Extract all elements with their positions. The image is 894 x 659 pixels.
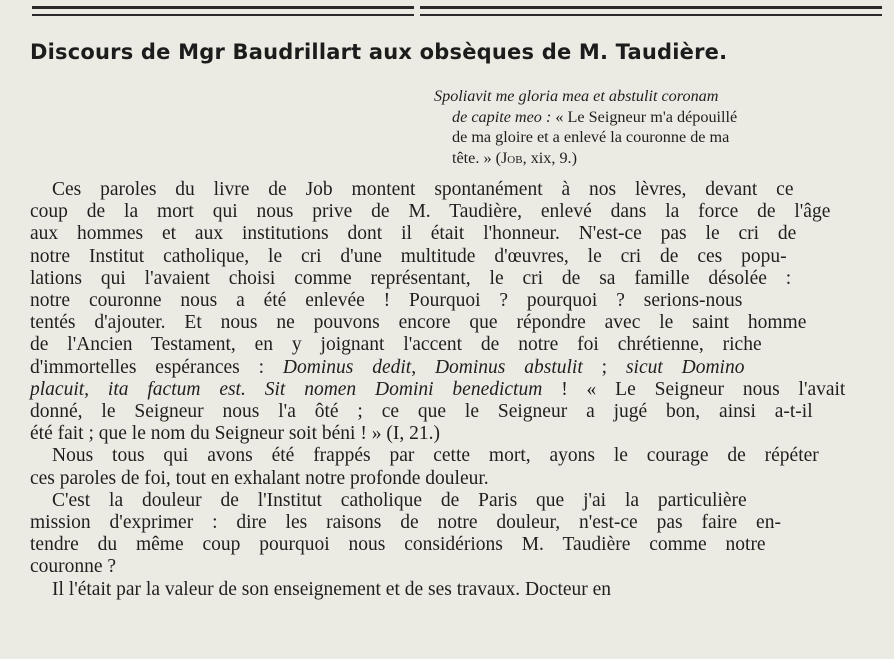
text-run: notre Institut catholique, le cri d'une multitude d'œuvres, le cri de ces popu- [30,245,787,267]
body-line [30,490,890,512]
text-run: été fait ; que le nom du Seigneur soit béni ! » (I, 21.) [30,423,440,445]
body-line [30,223,890,245]
body-line [30,246,890,268]
top-rule-right-thin [420,14,882,16]
text-run: ! « Le Seigneur nous l'avait [542,378,846,400]
epigraph-latin: Spoliavit me gloria mea et abstulit coronam [434,87,719,105]
epigraph-latin: de capite meo : [452,107,552,126]
article-title: Discours de Mgr Baudrillart aux obsèques de M. Taudière. [30,40,728,64]
latin-phrase: placuit, ita factum est. Sit nomen Domini benedictum [30,378,543,400]
text-run: de l'Ancien Testament, en y joignant l'accent de notre foi chrétienne, riche [30,334,762,356]
epigraph-french: tête. » ( [452,148,501,167]
body-line [30,290,890,312]
text-run: coup de la mort qui nous prive de M. Taudière, enlevé dans la force de l'âge [30,201,831,223]
text-run: C'est la douleur de l'Institut catholique de Paris que j'ai la particulière [52,489,747,511]
top-rule-right [420,6,882,9]
article-body [30,179,890,601]
latin-phrase: Dominus dedit [282,356,412,378]
text-run: d'immortelles espérances : [30,356,283,378]
text-run: Il l'était par la valeur de son enseignement et de ses travaux. Docteur en [52,578,612,600]
text-run: couronne ? [30,556,117,578]
text-run: tentés d'ajouter. Et nous ne pouvons encore que répondre avec le saint homme [30,312,807,334]
text-run: mission d'exprimer : dire les raisons de notre douleur, n'est-ce pas faire en- [30,512,781,534]
body-line [30,357,890,379]
body-line [30,512,890,534]
body-line [30,423,890,445]
top-rule-left [32,6,414,9]
body-line [30,556,890,578]
body-line [30,401,890,423]
body-line [30,334,890,356]
body-line [30,268,890,290]
body-line [30,379,890,401]
epigraph-french: « Le Seigneur m'a dépouillé [551,107,738,126]
epigraph-reference-rest: , xix, 9.) [522,148,577,167]
text-run: Ces paroles du livre de Job montent spontanément à nos lèvres, devant ce [52,179,794,200]
text-run: lations qui l'avaient choisi comme représentant, le cri de sa famille désolée : [30,267,792,289]
body-line [30,179,890,201]
body-line [30,445,890,467]
text-run: Nous tous qui avons été frappés par cette mort, ayons le courage de répéter [52,445,819,467]
body-line [30,201,890,223]
latin-phrase: Dominus abstulit [434,356,583,378]
latin-phrase: sicut Domino [625,356,745,378]
text-run: notre couronne nous a été enlevée ! Pourquoi ? pourquoi ? serions-nous [30,290,743,312]
body-line [30,312,890,334]
text-run: , [411,356,435,378]
epigraph-line-3 [434,127,884,148]
epigraph [434,86,884,168]
epigraph-french: de ma gloire et a enlevé la couronne de ma [452,128,730,146]
text-run: ces paroles de foi, tout en exhalant notre profonde douleur. [30,467,489,489]
epigraph-line-2 [434,107,884,128]
text-run: ; [582,356,626,378]
body-line [30,468,890,490]
epigraph-line-4 [434,148,884,169]
top-rule-left-thin [32,14,414,16]
text-run: aux hommes et aux institutions dont il était l'honneur. N'est-ce pas le cri de [30,223,797,245]
body-line [30,579,890,601]
epigraph-line-1 [434,86,884,107]
epigraph-reference-book: Job [501,148,523,167]
text-run: tendre du même coup pourquoi nous considérions M. Taudière comme notre [30,534,766,556]
text-run: donné, le Seigneur nous l'a ôté ; ce que le Seigneur a jugé bon, ainsi a-t-il [30,401,813,423]
body-line [30,534,890,556]
